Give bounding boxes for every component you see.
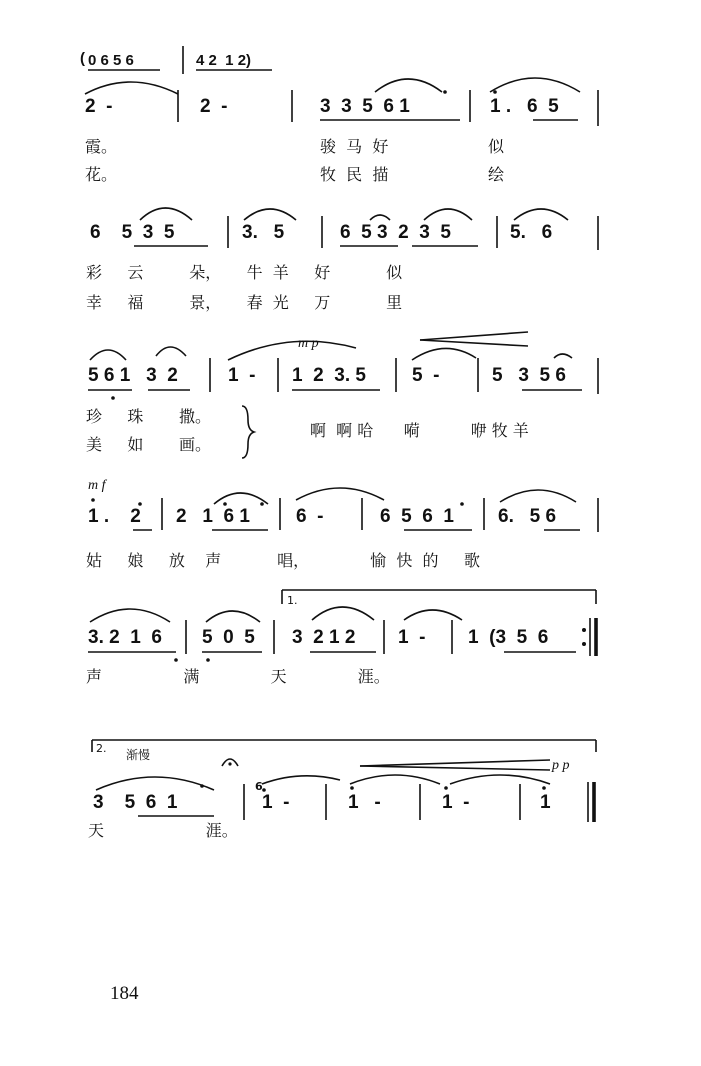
system-4-notes-b: 2 1 6 1 — [176, 506, 250, 527]
system-4-notes-e: 6. 5 6 — [498, 506, 557, 527]
system-1-notes-b: 2 - — [200, 96, 228, 117]
intro-notes-2: 4 2 1 2) — [196, 52, 252, 69]
grace-note: 6 — [255, 780, 263, 793]
ending-2-label: 2. — [96, 742, 107, 755]
system-2-notes-c: 6 5 3 2 3 5 — [340, 222, 451, 243]
system-2-notes-b: 3. 5 — [242, 222, 285, 243]
system-3-lyric-2: 美 如 画。 — [86, 435, 212, 454]
system-4-notes-d: 6 5 6 1 — [380, 506, 454, 527]
system-6-notes: 3 5 6 1 — [93, 792, 178, 813]
system-3-notes-d: 5 - — [412, 365, 440, 386]
page-number: 184 — [110, 983, 139, 1004]
system-1-lyric-1c: 似 — [488, 137, 505, 156]
system-3-notes-e: 5 3 5 6 — [492, 365, 566, 386]
system-1-notes-d: 1 . 6 5 — [490, 96, 559, 117]
system-2-notes-d: 5. 6 — [510, 222, 553, 243]
system-3-refrain: 啊 啊 哈 嗬 咿 牧 羊 — [310, 421, 529, 440]
system-3-lyric-1: 珍 珠 撒。 — [86, 407, 212, 426]
system-6-notes-d: 1 - — [442, 792, 470, 813]
system-3-notes-c: 1 2 3. 5 — [292, 365, 366, 386]
ending-1-label: 1. — [287, 594, 298, 607]
system-6-notes-c: 1 - — [348, 792, 381, 813]
system-1-lyric-1b: 骏 马 好 — [320, 137, 389, 156]
system-5-lyric-1: 声 满 天 涯。 — [86, 667, 390, 686]
system-1-lyric-2c: 绘 — [488, 165, 505, 184]
system-1-notes: 2 - — [85, 96, 113, 117]
system-4-notes-c: 6 - — [296, 506, 324, 527]
system-1-lyric-2b: 牧 民 描 — [320, 165, 389, 184]
system-2-lyric-1: 彩 云 朵， 牛 羊 好 似 — [86, 263, 403, 282]
dynamic-mp: m p — [298, 336, 319, 351]
system-6-notes-b: 1 - — [262, 792, 290, 813]
system-1-lyric-1: 霞。 — [85, 137, 118, 156]
system-5-notes-e: 1 (3 5 6 — [468, 627, 549, 648]
dynamic-pp: p p — [552, 758, 570, 773]
system-5-notes: 3. 2 1 6 — [88, 627, 162, 648]
system-1-notes-c: 3 3 5 6 1 — [320, 96, 410, 117]
system-5-notes-b: 5 0 5 — [202, 627, 255, 648]
system-2-lyric-2: 幸 福 景， 春 光 万 里 — [86, 293, 403, 312]
system-4-lyric-1: 姑 娘 放 声 唱， 愉 快 的 歌 — [86, 551, 480, 570]
intro-notes: 0 6 5 6 — [88, 52, 134, 69]
intro-bracket: ( — [80, 50, 85, 67]
system-6-notes-e: 1 — [540, 792, 551, 813]
dynamic-mf: m f — [88, 478, 106, 493]
system-1-lyric-2: 花。 — [85, 165, 118, 184]
system-3-notes: 5 6 1 3 2 — [88, 365, 178, 386]
rit-mark: 渐慢 — [126, 748, 151, 762]
system-5-notes-c: 3 2 1 2 — [292, 627, 356, 648]
system-4-notes: 1 . 2 — [88, 506, 141, 527]
system-5-notes-d: 1 - — [398, 627, 426, 648]
system-6-lyric-1: 天 涯。 — [88, 821, 238, 840]
system-3-notes-b: 1 - — [228, 365, 256, 386]
system-2-notes: 6 5 3 5 — [90, 222, 175, 243]
